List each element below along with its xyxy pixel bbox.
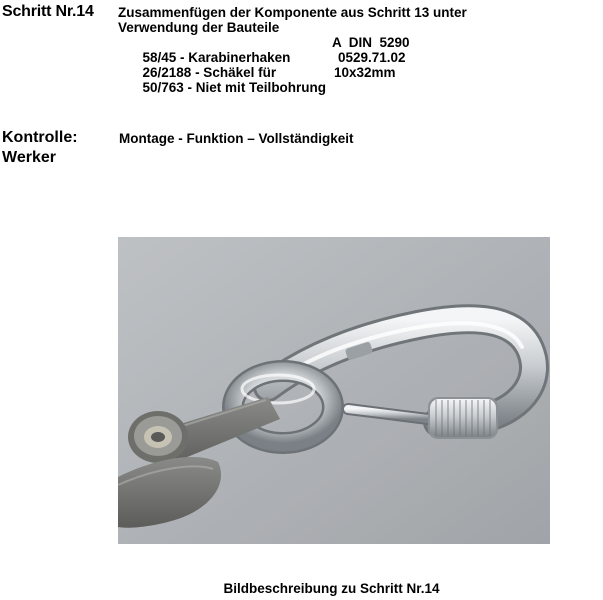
part-norm: 10x32mm bbox=[334, 65, 396, 80]
part-item bbox=[120, 65, 467, 95]
description-line-2: Verwendung der Bauteile bbox=[118, 20, 280, 35]
control-label-line-2: Werker bbox=[2, 149, 56, 166]
part-norm: 0529.71.02 bbox=[338, 50, 406, 65]
control-label bbox=[2, 128, 78, 168]
step-description bbox=[118, 5, 467, 95]
rivet bbox=[128, 411, 188, 463]
component-photo bbox=[118, 237, 550, 544]
control-checks: Montage - Funktion – Vollständigkeit bbox=[119, 131, 354, 146]
description-line-1: Zusammenfügen der Komponente aus Schritt 13 unter bbox=[118, 5, 467, 20]
part-name: 58/45 - Karabinerhaken bbox=[142, 50, 291, 65]
parts-list bbox=[118, 35, 467, 95]
carabiner-illustration bbox=[118, 237, 550, 544]
step-title: Schritt Nr.14 bbox=[2, 3, 94, 20]
screw-sleeve bbox=[428, 397, 498, 439]
part-name: 50/763 - Niet mit Teilbohrung bbox=[142, 80, 327, 95]
part-norm: A DIN 5290 bbox=[332, 35, 410, 50]
part-name: 26/2188 - Schäkel für bbox=[142, 65, 277, 80]
control-label-line-1: Kontrolle: bbox=[2, 129, 78, 146]
image-caption: Bildbeschreibung zu Schritt Nr.14 bbox=[223, 581, 440, 596]
